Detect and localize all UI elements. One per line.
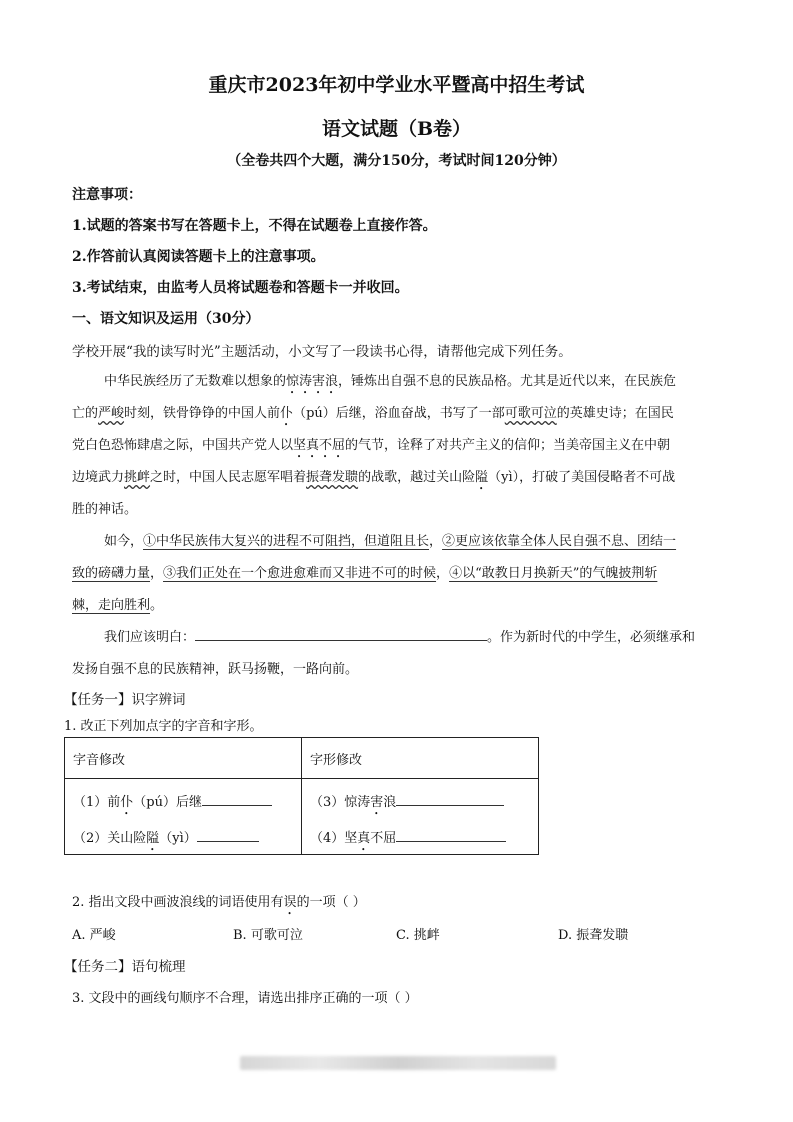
passage-line: 亡的严峻时刻，铁骨铮铮的中国人前仆（pú）后继，浴血奋战，书写了一部可歌可泣的英雄史诗；在国民 xyxy=(72,406,674,421)
exam-note: （全卷共四个大题，满分150分，考试时间120分钟） xyxy=(227,153,566,169)
answer-blank[interactable] xyxy=(396,791,504,806)
dotted-word: 仆 xyxy=(280,406,294,421)
underlined-sentence: ②更应该依靠全体人民自强不息、团结一 xyxy=(442,534,677,549)
section-heading: 一、语文知识及运用（30分） xyxy=(72,311,260,327)
passage-line: 致的磅礴力量，③我们正处在一个愈进愈难而又非进不可的时候，④以“敢教日月换新天”的气魄披荆斩 xyxy=(72,566,658,581)
question-1: 1. 改正下列加点字的字音和字形。 xyxy=(64,719,263,734)
exam-title: 重庆市2023年初中学业水平暨高中招生考试 xyxy=(208,74,585,96)
passage-line: 边境武力挑衅之时，中国人民志愿军唱着振聋发聩的战歌，越过关山险隘（yì），打破了美国侵略者不可战 xyxy=(72,470,676,485)
passage-line: 中华民族经历了无数难以想象的惊涛害浪，锤炼出自强不息的民族品格。尤其是近代以来，在民族危 xyxy=(104,374,677,389)
table-item: （1）前仆（pú）后继 xyxy=(73,791,301,818)
passage-line: 我们应该明白： 。作为新时代的中学生，必须继承和 xyxy=(104,626,695,645)
passage-line: 如今，①中华民族伟大复兴的进程不可阻挡，但道阻且长，②更应该依靠全体人民自强不息、团结一 xyxy=(104,534,677,549)
table-item: （2）关山险隘（yì） xyxy=(73,827,301,854)
answer-blank[interactable] xyxy=(202,791,272,806)
passage-line: 棘，走向胜利。 xyxy=(72,598,164,613)
exam-subtitle: 语文试题（B卷） xyxy=(321,118,472,140)
task2-heading: 【任务二】语句梳理 xyxy=(64,959,186,975)
answer-blank[interactable] xyxy=(195,626,487,641)
dotted-word: 坚真不屈 xyxy=(293,438,346,453)
underlined-sentence: ①中华民族伟大复兴的进程不可阻挡，但道阻且长 xyxy=(143,534,430,549)
table-cell xyxy=(302,779,539,855)
dotted-word: 隘 xyxy=(475,470,489,485)
wavy-word: 严峻 xyxy=(98,406,125,421)
option-a[interactable]: A. 严峻 xyxy=(72,928,116,943)
passage-line: 发扬自强不息的民族精神，跃马扬鞭，一路向前。 xyxy=(72,662,359,677)
table-header: 字音修改 xyxy=(65,738,302,779)
answer-blank[interactable] xyxy=(197,827,259,842)
dotted-word: 惊涛害浪 xyxy=(286,374,339,389)
wavy-word: 挑衅 xyxy=(124,470,151,485)
task1-heading: 【任务一】识字辨词 xyxy=(64,692,186,708)
wavy-word: 振聋发聩 xyxy=(306,470,359,485)
underlined-sentence: 致的磅礴力量 xyxy=(72,566,151,581)
passage-line: 胜的神话。 xyxy=(72,502,138,517)
table-item: （3）惊涛害浪 xyxy=(310,791,538,818)
table-cell xyxy=(65,779,302,855)
section-intro: 学校开展“我的读写时光”主题活动，小文写了一段读书心得，请帮他完成下列任务。 xyxy=(72,344,572,360)
notice-item-3: 3.考试结束，由监考人员将试题卷和答题卡一并收回。 xyxy=(72,280,409,296)
question-3: 3. 文段中的画线句顺序不合理，请选出排序正确的一项（ ） xyxy=(72,991,418,1006)
underlined-sentence: ③我们正处在一个愈进愈难而又非进不可的时候 xyxy=(163,566,437,581)
answer-table xyxy=(64,737,539,855)
wavy-word: 可歌可泣 xyxy=(504,406,557,421)
answer-blank[interactable] xyxy=(396,827,506,842)
notice-item-2: 2.作答前认真阅读答题卡上的注意事项。 xyxy=(72,249,325,265)
table-item: （4）坚真不屈 xyxy=(310,827,538,854)
table-header: 字形修改 xyxy=(302,738,539,779)
notice-heading: 注意事项： xyxy=(72,187,142,203)
question-2: 2. 指出文段中画波浪线的词语使用有误的一项（ ） xyxy=(72,895,366,910)
passage-line: 党白色恐怖肆虐之际，中国共产党人以坚真不屈的气节，诠释了对共产主义的信仰；当美帝国主义在中朝 xyxy=(72,438,671,453)
underlined-sentence: 棘，走向胜利 xyxy=(72,598,151,613)
underlined-sentence: ④以“敢教日月换新天”的气魄披荆斩 xyxy=(449,566,658,581)
option-c[interactable]: C. 挑衅 xyxy=(396,928,440,943)
option-d[interactable]: D. 振聋发聩 xyxy=(558,928,629,943)
notice-item-1: 1.试题的答案书写在答题卡上，不得在试题卷上直接作答。 xyxy=(72,218,437,234)
option-b[interactable]: B. 可歌可泣 xyxy=(233,928,303,943)
blurred-watermark xyxy=(240,1056,556,1070)
